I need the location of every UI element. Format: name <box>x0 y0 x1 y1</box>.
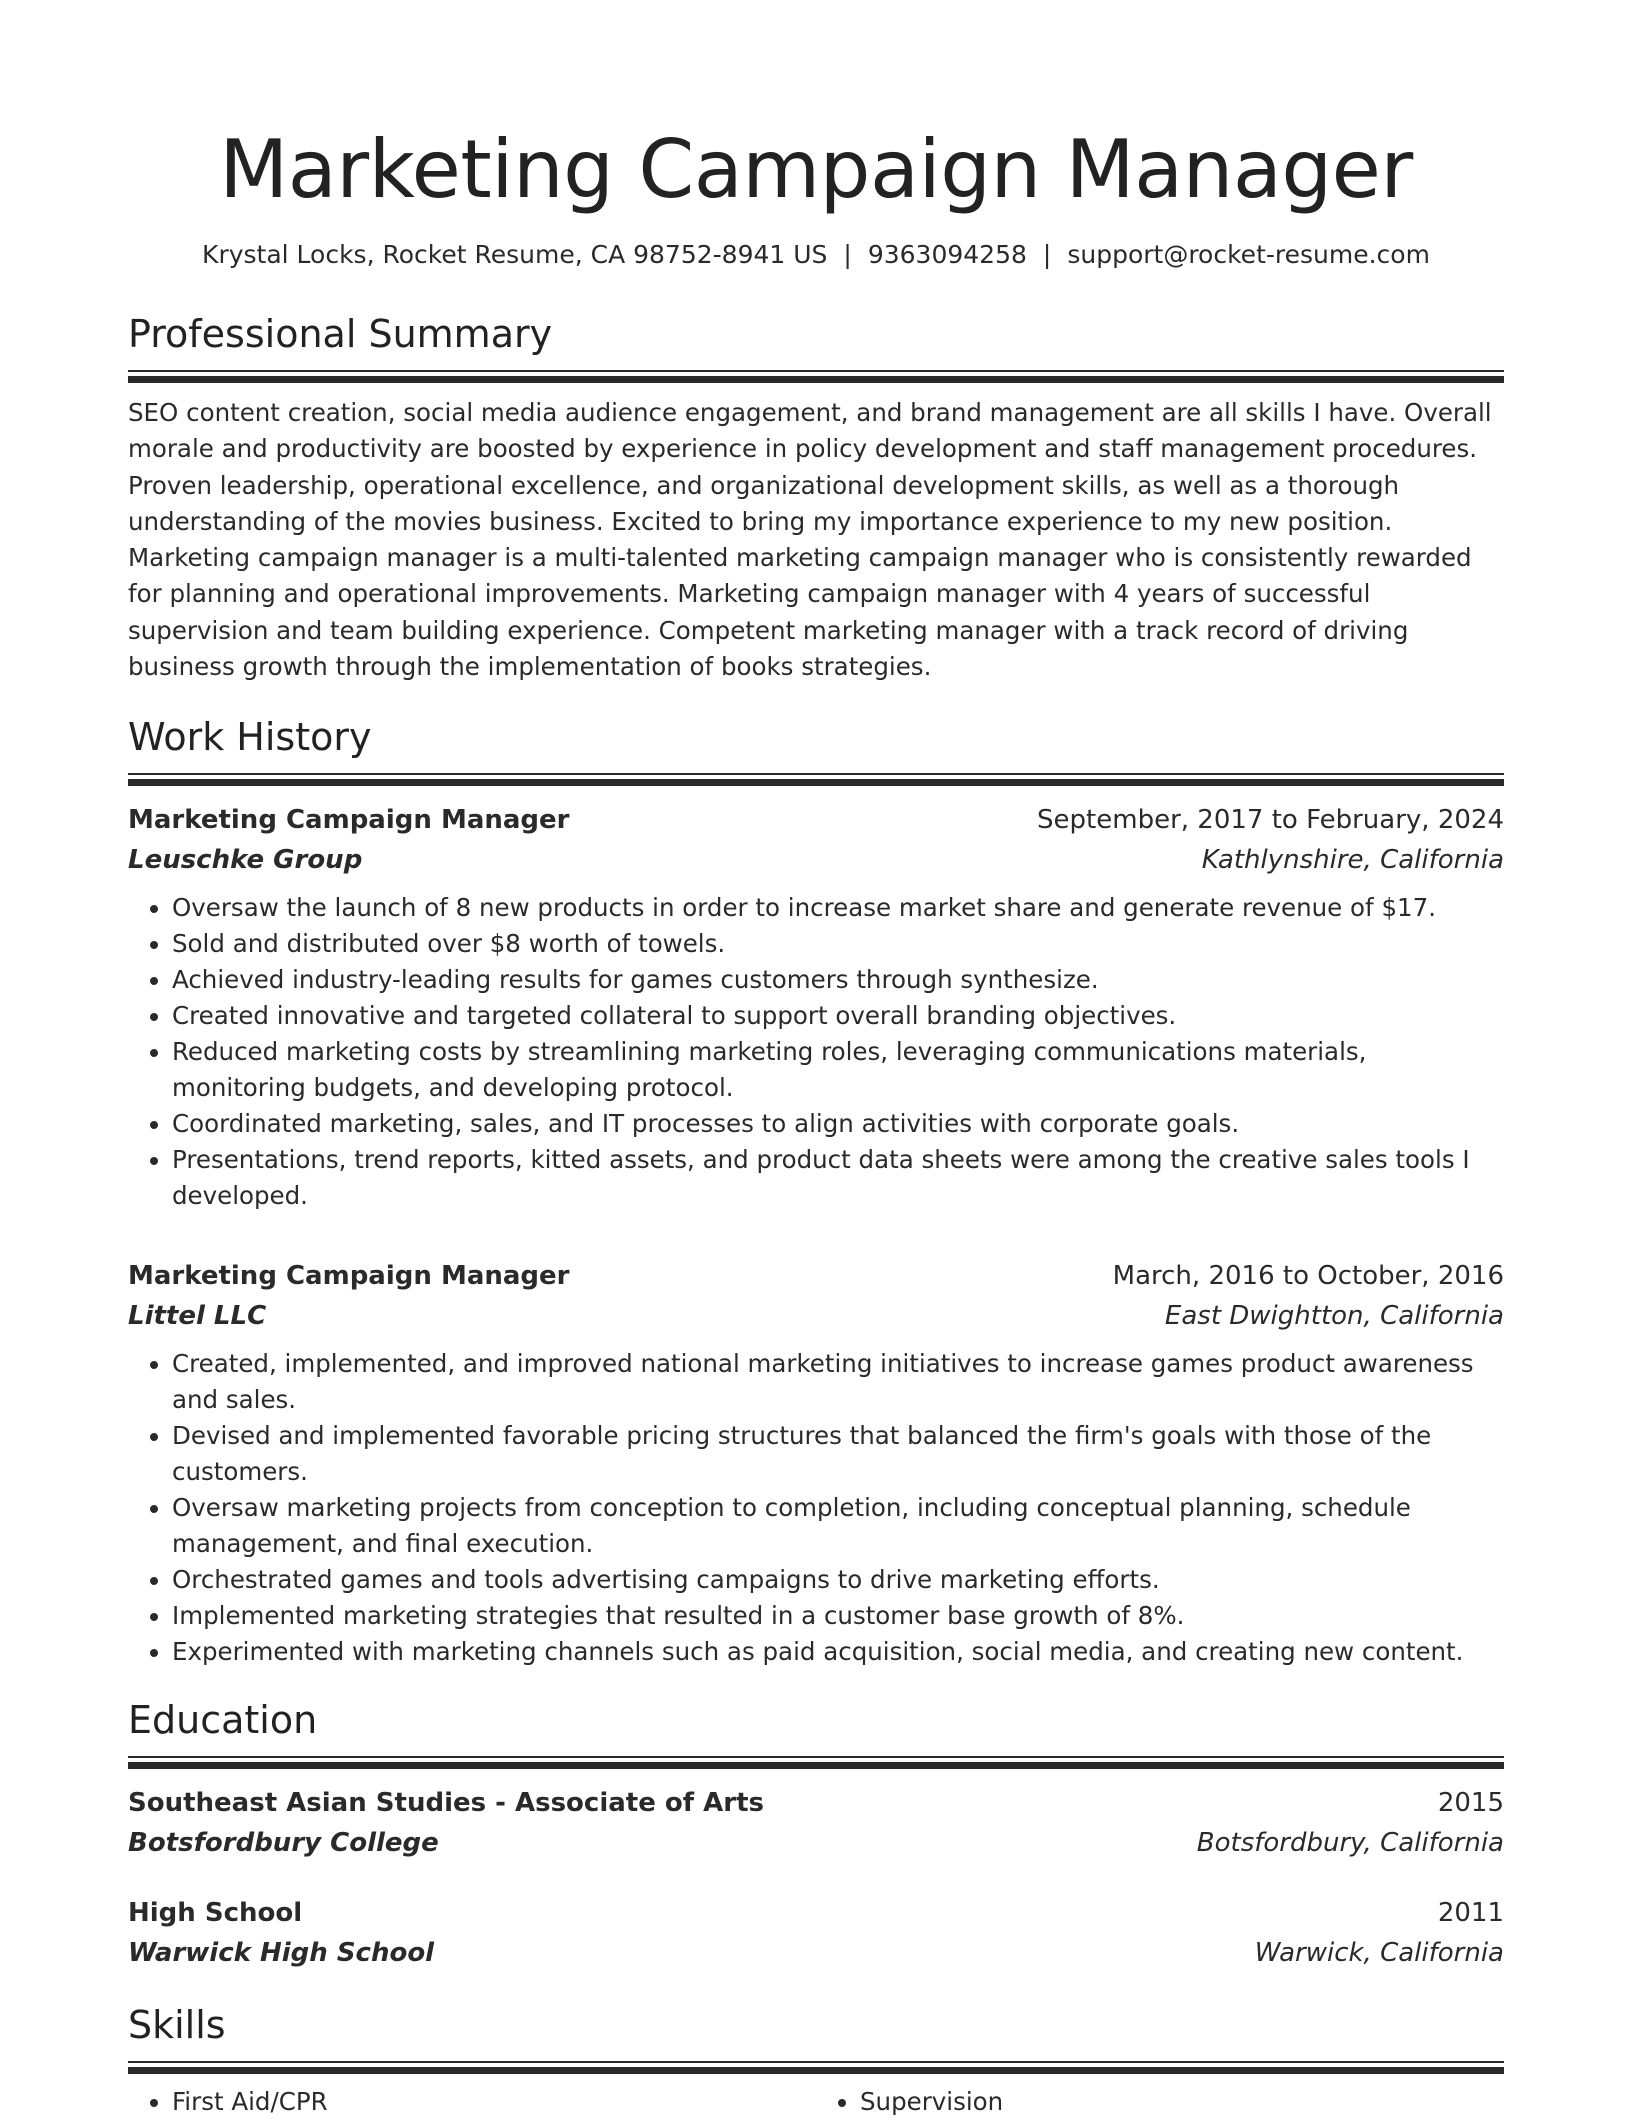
job-entry <box>128 800 1504 1214</box>
list-item: • Coordinated marketing, sales, and IT processes to align activities with corporate goals. <box>172 1106 1504 1142</box>
list-item: • Achieved industry-leading results for games customers through synthesize. <box>172 962 1504 998</box>
job-dates: September, 2017 to February, 2024 <box>1037 805 1504 836</box>
contact-separator: | <box>843 240 852 269</box>
list-item: • Supervision <box>860 2084 1504 2120</box>
contact-address: Krystal Locks, Rocket Resume, CA 98752-8941 US <box>202 240 828 269</box>
skills-column-right <box>816 2084 1504 2120</box>
job-company: Littel LLC <box>128 1301 267 1332</box>
job-entry <box>128 1256 1504 1670</box>
list-item: • Created, implemented, and improved national marketing initiatives to increase games product awareness and sales. <box>172 1346 1504 1418</box>
list-item: • Devised and implemented favorable pricing structures that balanced the firm's goals with those of the customers. <box>172 1418 1504 1490</box>
list-item: • First Aid/CPR <box>172 2084 816 2120</box>
education-year: 2011 <box>1437 1898 1504 1929</box>
resume-title: Marketing Campaign Manager <box>219 123 1413 216</box>
job-role: Marketing Campaign Manager <box>128 1261 570 1292</box>
education-degree: Southeast Asian Studies - Associate of Arts <box>128 1788 764 1819</box>
list-item: • Created innovative and targeted collateral to support overall branding objectives. <box>172 998 1504 1034</box>
job-bullets <box>128 890 1504 1214</box>
education-location: Warwick, California <box>1254 1938 1504 1969</box>
section-heading-summary: Professional Summary <box>128 312 553 356</box>
contact-email: support@rocket-resume.com <box>1067 240 1430 269</box>
list-item: • Orchestrated games and tools advertising campaigns to drive marketing efforts. <box>172 1562 1504 1598</box>
section-divider <box>128 1756 1504 1769</box>
list-item: • Oversaw marketing projects from conception to completion, including conceptual planning, schedule management, and final execution. <box>172 1490 1504 1562</box>
contact-separator: | <box>1042 240 1052 269</box>
job-bullets <box>128 1346 1504 1670</box>
skills-column-left <box>128 2084 816 2120</box>
list-item: • Reduced marketing costs by streamlining marketing roles, leveraging communications materials, monitoring budgets, and developing protocol. <box>172 1034 1504 1106</box>
skills-list <box>128 2084 1504 2120</box>
section-divider <box>128 2061 1504 2074</box>
list-item: • Experimented with marketing channels such as paid acquisition, social media, and creating new content. <box>172 1634 1504 1670</box>
job-location: Kathlynshire, California <box>1201 845 1504 876</box>
section-divider <box>128 773 1504 786</box>
education-location: Botsfordbury, California <box>1196 1828 1504 1859</box>
education-year: 2015 <box>1437 1788 1504 1819</box>
list-item: • Sold and distributed over $8 worth of towels. <box>172 926 1504 962</box>
list-item: • Presentations, trend reports, kitted assets, and product data sheets were among the creative sales tools I developed. <box>172 1142 1504 1214</box>
list-item: • Oversaw the launch of 8 new products in order to increase market share and generate revenue of $17. <box>172 890 1504 926</box>
job-company: Leuschke Group <box>128 845 363 876</box>
list-item: • Implemented marketing strategies that resulted in a customer base growth of 8%. <box>172 1598 1504 1634</box>
contact-line <box>128 238 1504 272</box>
education-entry <box>128 1783 1504 1863</box>
job-dates: March, 2016 to October, 2016 <box>1112 1261 1504 1292</box>
summary-text: SEO content creation, social media audience engagement, and brand management are all skills I have. Overall morale and productivity are boosted by experience in policy development and staff management procedures. Proven leadership, operational excellence, and organizational development skills, as well as a thorough understanding of the movies business. Excited to bring my importance experience to my new position. Marketing campaign manager is a multi-talented marketing campaign manager who is consistently rewarded for planning and operational improvements. Marketing campaign manager with 4 years of successful supervision and team building experience. Competent marketing manager with a track record of driving business growth through the implementation of books strategies. <box>128 398 1492 682</box>
education-school: Warwick High School <box>128 1938 435 1969</box>
education-entry <box>128 1893 1504 1973</box>
section-heading-skills: Skills <box>128 2003 226 2048</box>
contact-phone: 9363094258 <box>867 240 1027 269</box>
job-role: Marketing Campaign Manager <box>128 805 570 836</box>
section-heading-work-history: Work History <box>128 715 372 760</box>
section-heading-education: Education <box>128 1698 318 1743</box>
education-degree: High School <box>128 1898 303 1929</box>
job-location: East Dwightton, California <box>1164 1301 1504 1332</box>
section-divider <box>128 370 1504 383</box>
education-school: Botsfordbury College <box>128 1828 439 1859</box>
